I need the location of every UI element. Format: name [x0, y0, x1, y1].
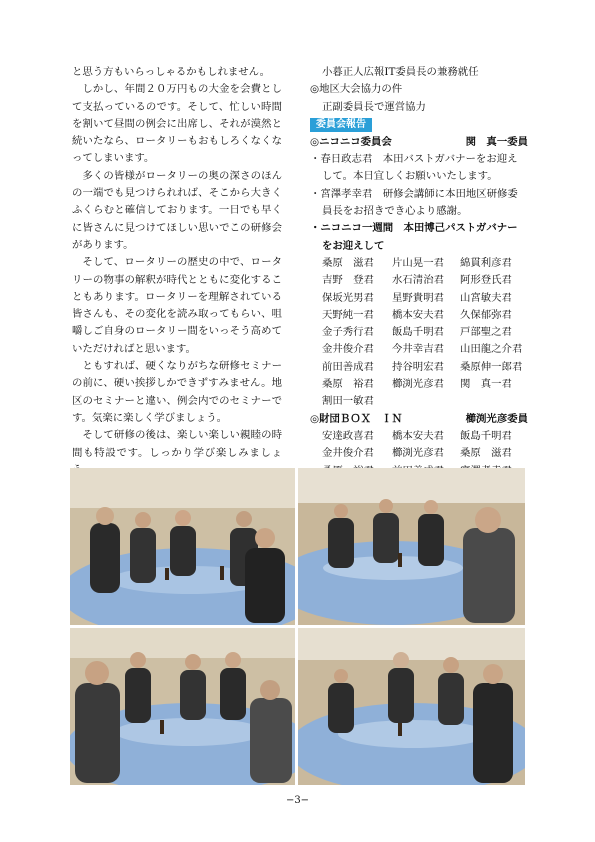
member-name: 桑原 滋君 — [322, 256, 374, 269]
member-name: 阿形登氏君 — [460, 274, 512, 287]
member-name: 戸部聖之君 — [460, 326, 512, 339]
member-name: 割田一敏君 — [322, 395, 374, 408]
niconico-chair: 関 真一委員 — [465, 135, 528, 148]
name-row — [322, 428, 528, 445]
member-name: 飯島千明君 — [460, 429, 512, 442]
committee-report-label: 委員会報告 — [310, 118, 372, 132]
right-intro — [310, 64, 528, 116]
member-name: 今井幸吉君 — [392, 343, 444, 356]
niconico-item-line1: ・宮澤孝幸君 研修会講師に本田地区研修委 — [310, 187, 518, 200]
niconico-heading — [310, 134, 528, 151]
member-name: 桑原 裕君 — [322, 378, 374, 391]
member-name: 持谷明宏君 — [392, 360, 444, 373]
member-name: 保坂光男君 — [322, 291, 374, 304]
member-name: 水石清治君 — [392, 274, 444, 287]
member-name: 関 真一君 — [460, 378, 512, 391]
name-row — [322, 393, 528, 410]
name-row — [322, 307, 528, 324]
box-chair: 櫛渕光彦委員 — [465, 412, 528, 425]
page-number: −3− — [285, 795, 310, 806]
left-paragraph: しかし、年間２０万円もの大金を会費として支払っているのです。そして、忙しい時間を割いて昼間の例会に出席し、それが漠然と続いたなら、ロータリーもおもしろくなくなってしまいます。 — [72, 83, 282, 165]
left-paragraph: ともすれば、硬くなりがちな研修セミナーの前に、硬い挨拶しかできずすみません。地区のセミナーと違い、例会内でのセミナーです。気楽に楽しく学びましょう。 — [72, 360, 282, 424]
photo-3 — [70, 628, 295, 785]
member-name: 久保郁弥君 — [460, 308, 512, 321]
member-name — [392, 393, 460, 410]
member-name: 綿貫利彦君 — [460, 256, 512, 269]
member-name: 桑原 滋君 — [460, 447, 512, 460]
name-row — [322, 359, 528, 376]
member-name: 山田龍之介君 — [460, 343, 523, 356]
member-name: 金井俊介君 — [322, 343, 374, 356]
photo-collage — [70, 468, 525, 785]
niconico-item-line1: ・春日政志君 本田バストガバナーをお迎え — [310, 153, 518, 166]
name-row — [322, 255, 528, 272]
photo-1 — [70, 468, 295, 625]
member-name: 安達政喜君 — [322, 429, 374, 442]
name-row — [322, 272, 528, 289]
intro-line: 小暮正人広報IT委員長の兼務就任 — [322, 66, 479, 78]
weekly-names — [310, 255, 528, 411]
right-column — [310, 64, 528, 514]
box-title: ◎財団ＢＯＸ ＩＮ — [310, 412, 403, 425]
niconico-item-line2: して。本日宜しくお願いいたします。 — [322, 170, 498, 183]
weekly-heading-line1: ・ニコニコ一週間 本田博己パストガバナー — [310, 222, 518, 235]
weekly-heading — [310, 220, 528, 255]
member-name: 金子秀行君 — [322, 326, 374, 339]
name-row — [322, 341, 528, 358]
left-paragraph: そして研修の後は、楽しい楽しい親睦の時間も特設です。しっかり学び楽しみましょ — [72, 429, 282, 459]
member-name: 桑原伸一郎君 — [460, 360, 523, 373]
member-name: 山宮敏夫君 — [460, 291, 512, 304]
member-name — [460, 393, 528, 410]
member-name: 橋本安夫君 — [392, 308, 444, 321]
intro-line: 正副委員長で運営協力 — [322, 100, 426, 113]
member-name: 吉野 登君 — [322, 274, 374, 287]
left-paragraph: と思う方もいらっしゃるかもしれません。 — [72, 66, 271, 78]
weekly-heading-line2: をお迎えして — [322, 239, 385, 252]
photo-4 — [298, 628, 525, 785]
box-heading — [310, 411, 528, 428]
member-name: 櫛渕光彦君 — [392, 378, 444, 391]
member-name: 櫛渕光彦君 — [392, 447, 444, 460]
left-paragraph: そして、ロータリーの歴史の中で、ロータリーの物事の解釈が時代とともに変化することもあります。ロータリーを理解されている皆さんも、その変化を読み取ってもらい、咀嚼しご自身のロータリー間をいっそう高めていただければと思います。 — [72, 256, 282, 355]
member-name: 天野純一君 — [322, 308, 374, 321]
name-row — [322, 445, 528, 462]
name-row — [322, 324, 528, 341]
member-name: 片山晃一君 — [392, 256, 444, 269]
left-column — [72, 64, 282, 514]
intro-line: ◎地区大会協力の件 — [310, 83, 403, 96]
member-name: 飯島千明君 — [392, 326, 444, 339]
name-row — [322, 376, 528, 393]
member-name: 前田善成君 — [322, 360, 374, 373]
niconico-items — [310, 151, 528, 220]
left-paragraph: 多くの皆様がロータリーの奥の深さのほんの一端でも見つけられれば、そこから大きくふくらむと確信しております。一日でも早くに皆さんに見つけてほしい思いでこの研修会があります。 — [72, 169, 282, 251]
name-row — [322, 290, 528, 307]
member-name: 橋本安夫君 — [392, 429, 444, 442]
left-paragraphs — [72, 64, 282, 479]
niconico-item-line2: 員長をお招きでき心より感謝。 — [322, 205, 468, 218]
niconico-title: ◎ニコニコ委員会 — [310, 135, 392, 148]
photo-2 — [298, 468, 525, 625]
member-name: 星野貴明君 — [392, 291, 444, 304]
committee-report-bar — [310, 117, 528, 133]
member-name: 金井俊介君 — [322, 447, 374, 460]
